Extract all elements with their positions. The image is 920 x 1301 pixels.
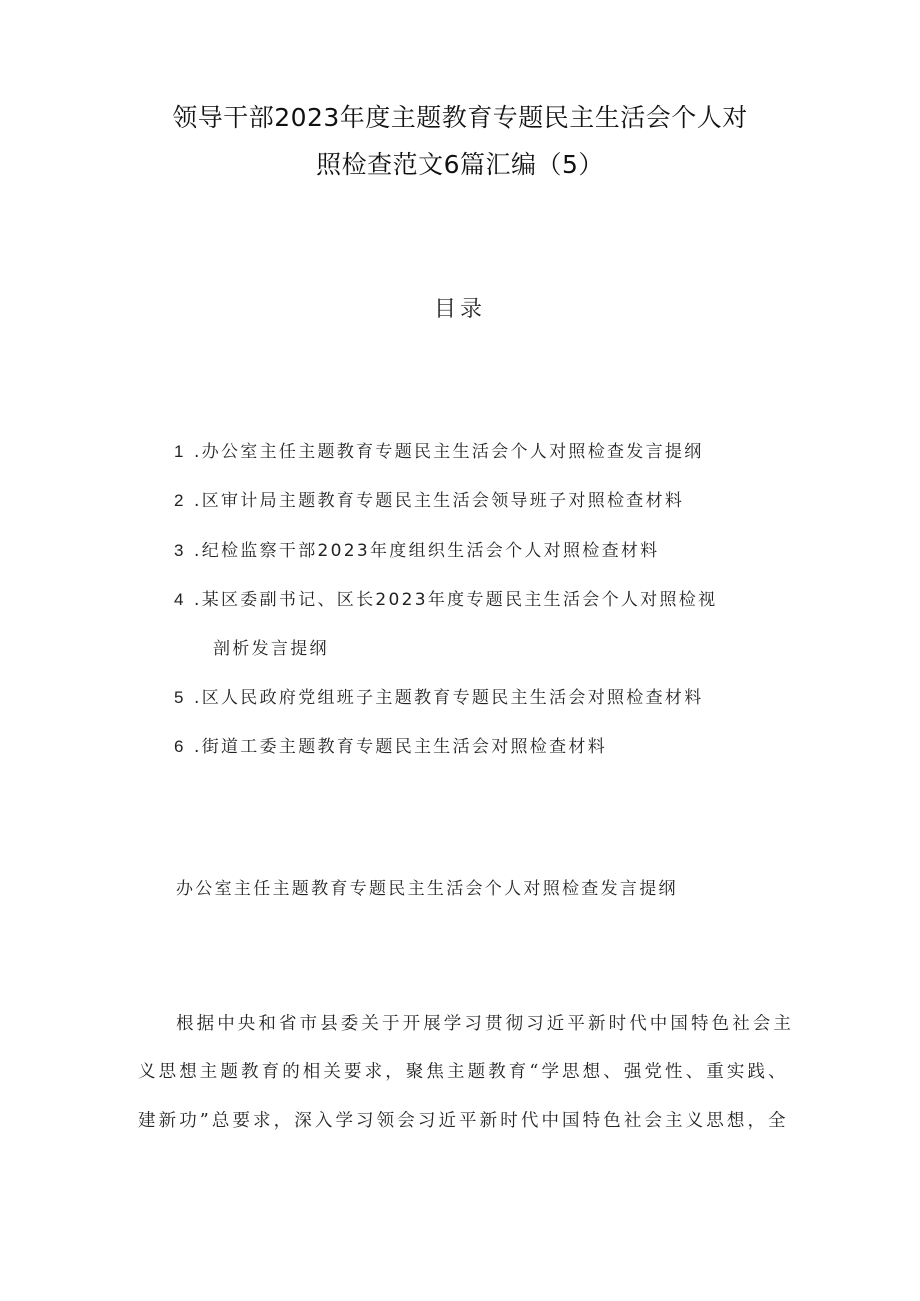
- toc-item-number: 5: [174, 688, 186, 707]
- toc-item-5: [174, 683, 704, 708]
- toc-item-number: 3: [174, 541, 186, 560]
- toc-item-2: [174, 486, 684, 511]
- toc-item-number: 1: [174, 442, 186, 461]
- document-title-line-1: 领导干部2023年度主题教育专题民主生活会个人对: [172, 103, 748, 132]
- body-paragraph-line-3: 建新功”总要求，深入学习领会习近平新时代中国特色社会主义思想，全: [138, 1111, 789, 1131]
- toc-item-text: .街道工委主题教育专题民主生活会对照检查材料: [194, 737, 608, 757]
- toc-item-1: [174, 437, 704, 462]
- body-paragraph-line-1: 根据中央和省市县委关于开展学习贯彻习近平新时代中国特色社会主: [176, 1014, 794, 1034]
- toc-item-text: .区人民政府党组班子主题教育专题民主生活会对照检查材料: [194, 688, 704, 708]
- toc-item-4: [174, 585, 717, 610]
- body-paragraph-line-2: 义思想主题教育的相关要求，聚焦主题教育“学思想、强党性、重实践、: [138, 1062, 789, 1082]
- toc-heading: 目录: [433, 297, 486, 322]
- document-title-line-2: 照检查范文6篇汇编（5）: [316, 150, 604, 179]
- toc-item-4-continuation: 剖析发言提纲: [213, 639, 329, 659]
- toc-item-6: [174, 732, 607, 757]
- toc-item-number: 4: [174, 590, 186, 609]
- toc-item-text: .纪检监察干部2023年度组织生活会个人对照检查材料: [194, 541, 660, 561]
- toc-item-text: .某区委副书记、区长2023年度专题民主生活会个人对照检视: [194, 590, 718, 610]
- toc-item-text: .办公室主任主题教育专题民主生活会个人对照检查发言提纲: [194, 442, 704, 462]
- toc-item-text: .区审计局主题教育专题民主生活会领导班子对照检查材料: [194, 491, 685, 511]
- toc-item-number: 2: [174, 491, 186, 510]
- toc-item-3: [174, 536, 659, 561]
- toc-item-number: 6: [174, 737, 186, 756]
- section-title: 办公室主任主题教育专题民主生活会个人对照检查发言提纲: [176, 879, 678, 899]
